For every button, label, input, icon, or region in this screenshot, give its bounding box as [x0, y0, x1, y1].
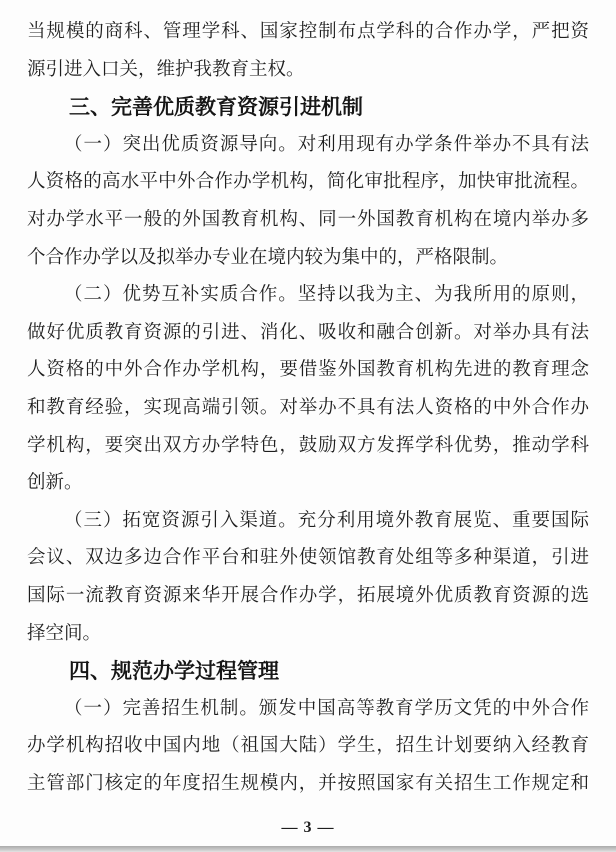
text-line: 创新。 [27, 473, 83, 494]
text-line: 人资格的中外合作办学机构，要借鉴外国教育机构先进的教育理念 [27, 360, 589, 381]
text-line: 做好优质教育资源的引进、消化、吸收和融合创新。对举办具有法 [27, 322, 589, 343]
document-body [27, 14, 589, 803]
text-line: 会议、双边多边合作平台和驻外使领馆教育处组等多种渠道，引进 [27, 548, 589, 569]
text-line: 当规模的商科、管理学科、国家控制布点学科的合作办学，严把资 [27, 22, 589, 42]
text-line: 对办学水平一般的外国教育机构、同一外国教育机构在境内举办多 [27, 209, 589, 230]
text-line: 主管部门核定的年度招生规模内，并按照国家有关招生工作规定和 [27, 773, 589, 794]
text-line: （一）突出优质资源导向。对利用现有办学条件举办不具有法 [64, 134, 589, 155]
text-line: 源引进入口关，维护我教育主权。 [27, 59, 305, 80]
text-line: 办学机构招收中国内地（祖国大陆）学生，招生计划要纳入经教育 [27, 736, 589, 757]
page-number: — 3 — [281, 819, 335, 836]
page-edge-shadow [0, 846, 616, 852]
text-line: （三）拓宽资源引入渠道。充分利用境外教育展览、重要国际 [64, 510, 589, 531]
text-line: 国际一流教育资源来华开展合作办学，拓展境外优质教育资源的选 [27, 585, 589, 606]
text-line: 人资格的高水平中外合作办学机构，简化审批程序，加快审批流程。 [27, 172, 589, 193]
text-line: 和教育经验，实现高端引领。对举办不具有法人资格的中外合作办 [27, 397, 589, 418]
text-line: 学机构，要突出双方办学特色，鼓励双方发挥学科优势，推动学科 [27, 435, 589, 456]
section-heading: 三、完善优质教育资源引进机制 [69, 96, 363, 120]
section-heading: 四、规范办学过程管理 [69, 660, 279, 684]
text-line: （一）完善招生机制。颁发中国高等教育学历文凭的中外合作 [64, 698, 589, 719]
text-line: （二）优势互补实质合作。坚持以我为主、为我所用的原则， [64, 285, 589, 306]
text-line: 个合作办学以及拟举办专业在境内较为集中的，严格限制。 [27, 247, 509, 268]
text-line: 择空间。 [27, 623, 102, 644]
